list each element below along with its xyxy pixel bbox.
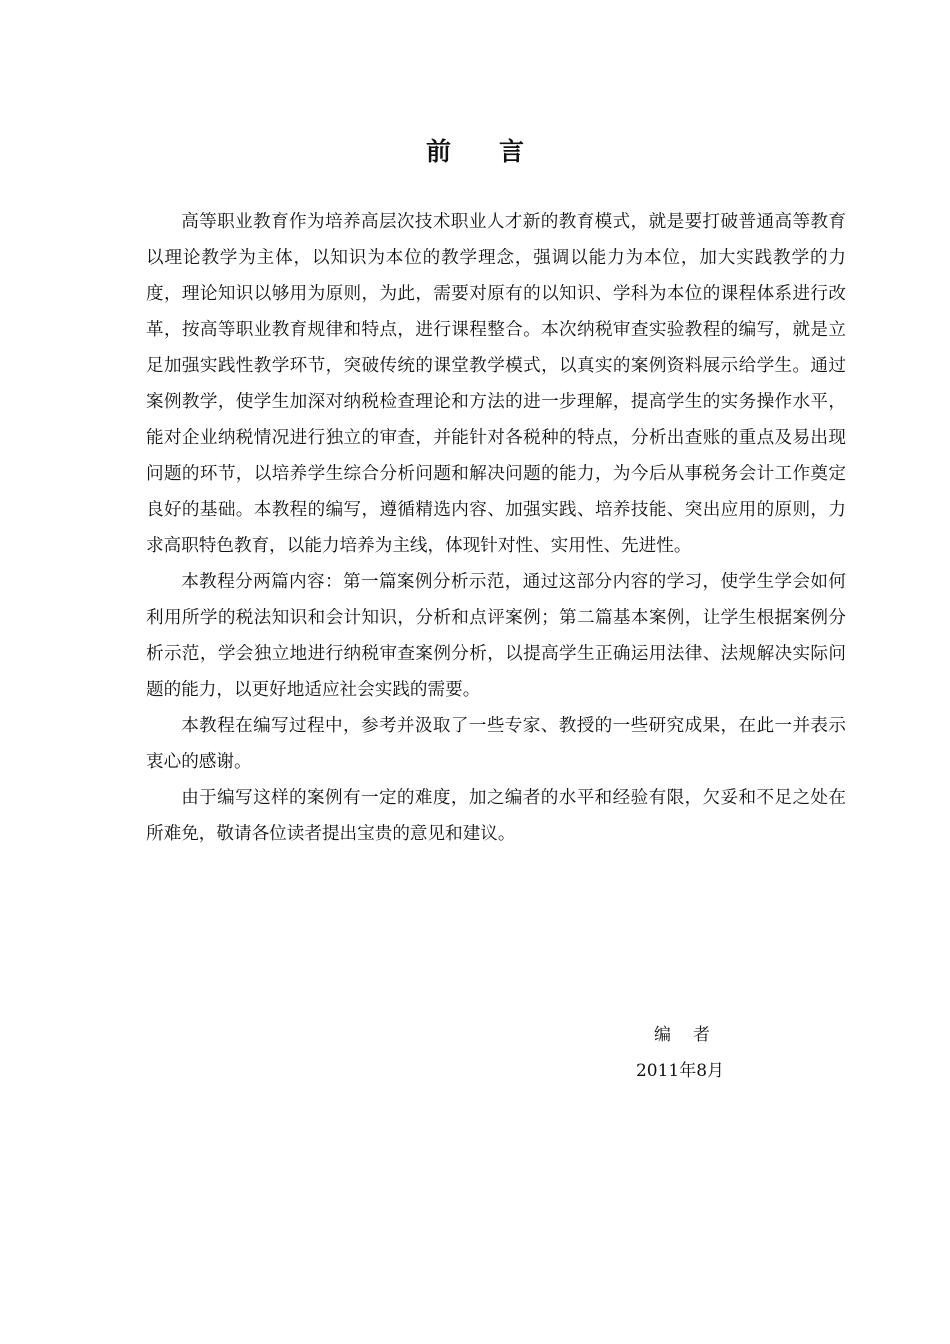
paragraph-3: 本教程在编写过程中，参考并汲取了一些专家、教授的一些研究成果，在此一并表示衷心的感谢。	[146, 716, 846, 772]
paragraph-2: 本教程分两篇内容：第一篇案例分析示范，通过这部分内容的学习，使学生学会如何利用所学的税法知识和会计知识，分析和点评案例；第二篇基本案例，让学生根据案例分析示范，学会独立地进行纳税审查案例分析，以提高学生正确运用法律、法规解决实际问题的能力，以更好地适应社会实践的需要。	[146, 572, 846, 700]
signature-author: 编者	[654, 1025, 732, 1045]
signature-date: 2011年8月	[635, 1061, 725, 1081]
paragraph-4: 由于编写这样的案例有一定的难度，加之编者的水平和经验有限，欠妥和不足之处在所难免，敬请各位读者提出宝贵的意见和建议。	[146, 788, 846, 844]
signature-block	[560, 1017, 800, 1089]
paragraph-1: 高等职业教育作为培养高层次技术职业人才新的教育模式，就是要打破普通高等教育以理论教学为主体，以知识为本位的教学理念，强调以能力为本位，加大实践教学的力度，理论知识以够用为原则，为此，需要对原有的以知识、学科为本位的课程体系进行改革，按高等职业教育规律和特点，进行课程整合。本次纳税审查实验教程的编写，就是立足加强实践性教学环节，突破传统的课堂教学模式，以真实的案例资料展示给学生。通过案例教学，使学生加深对纳税检查理论和方法的进一步理解，提高学生的实务操作水平，能对企业纳税情况进行独立的审查，并能针对各税种的特点，分析出查账的重点及易出现问题的环节，以培养学生综合分析问题和解决问题的能力，为今后从事税务会计工作奠定良好的基础。本教程的编写，遵循精选内容、加强实践、培养技能、突出应用的原则，力求高职特色教育，以能力培养为主线，体现针对性、实用性、先进性。	[146, 212, 846, 556]
page-title: 前言	[425, 137, 572, 166]
preface-body	[146, 204, 846, 852]
